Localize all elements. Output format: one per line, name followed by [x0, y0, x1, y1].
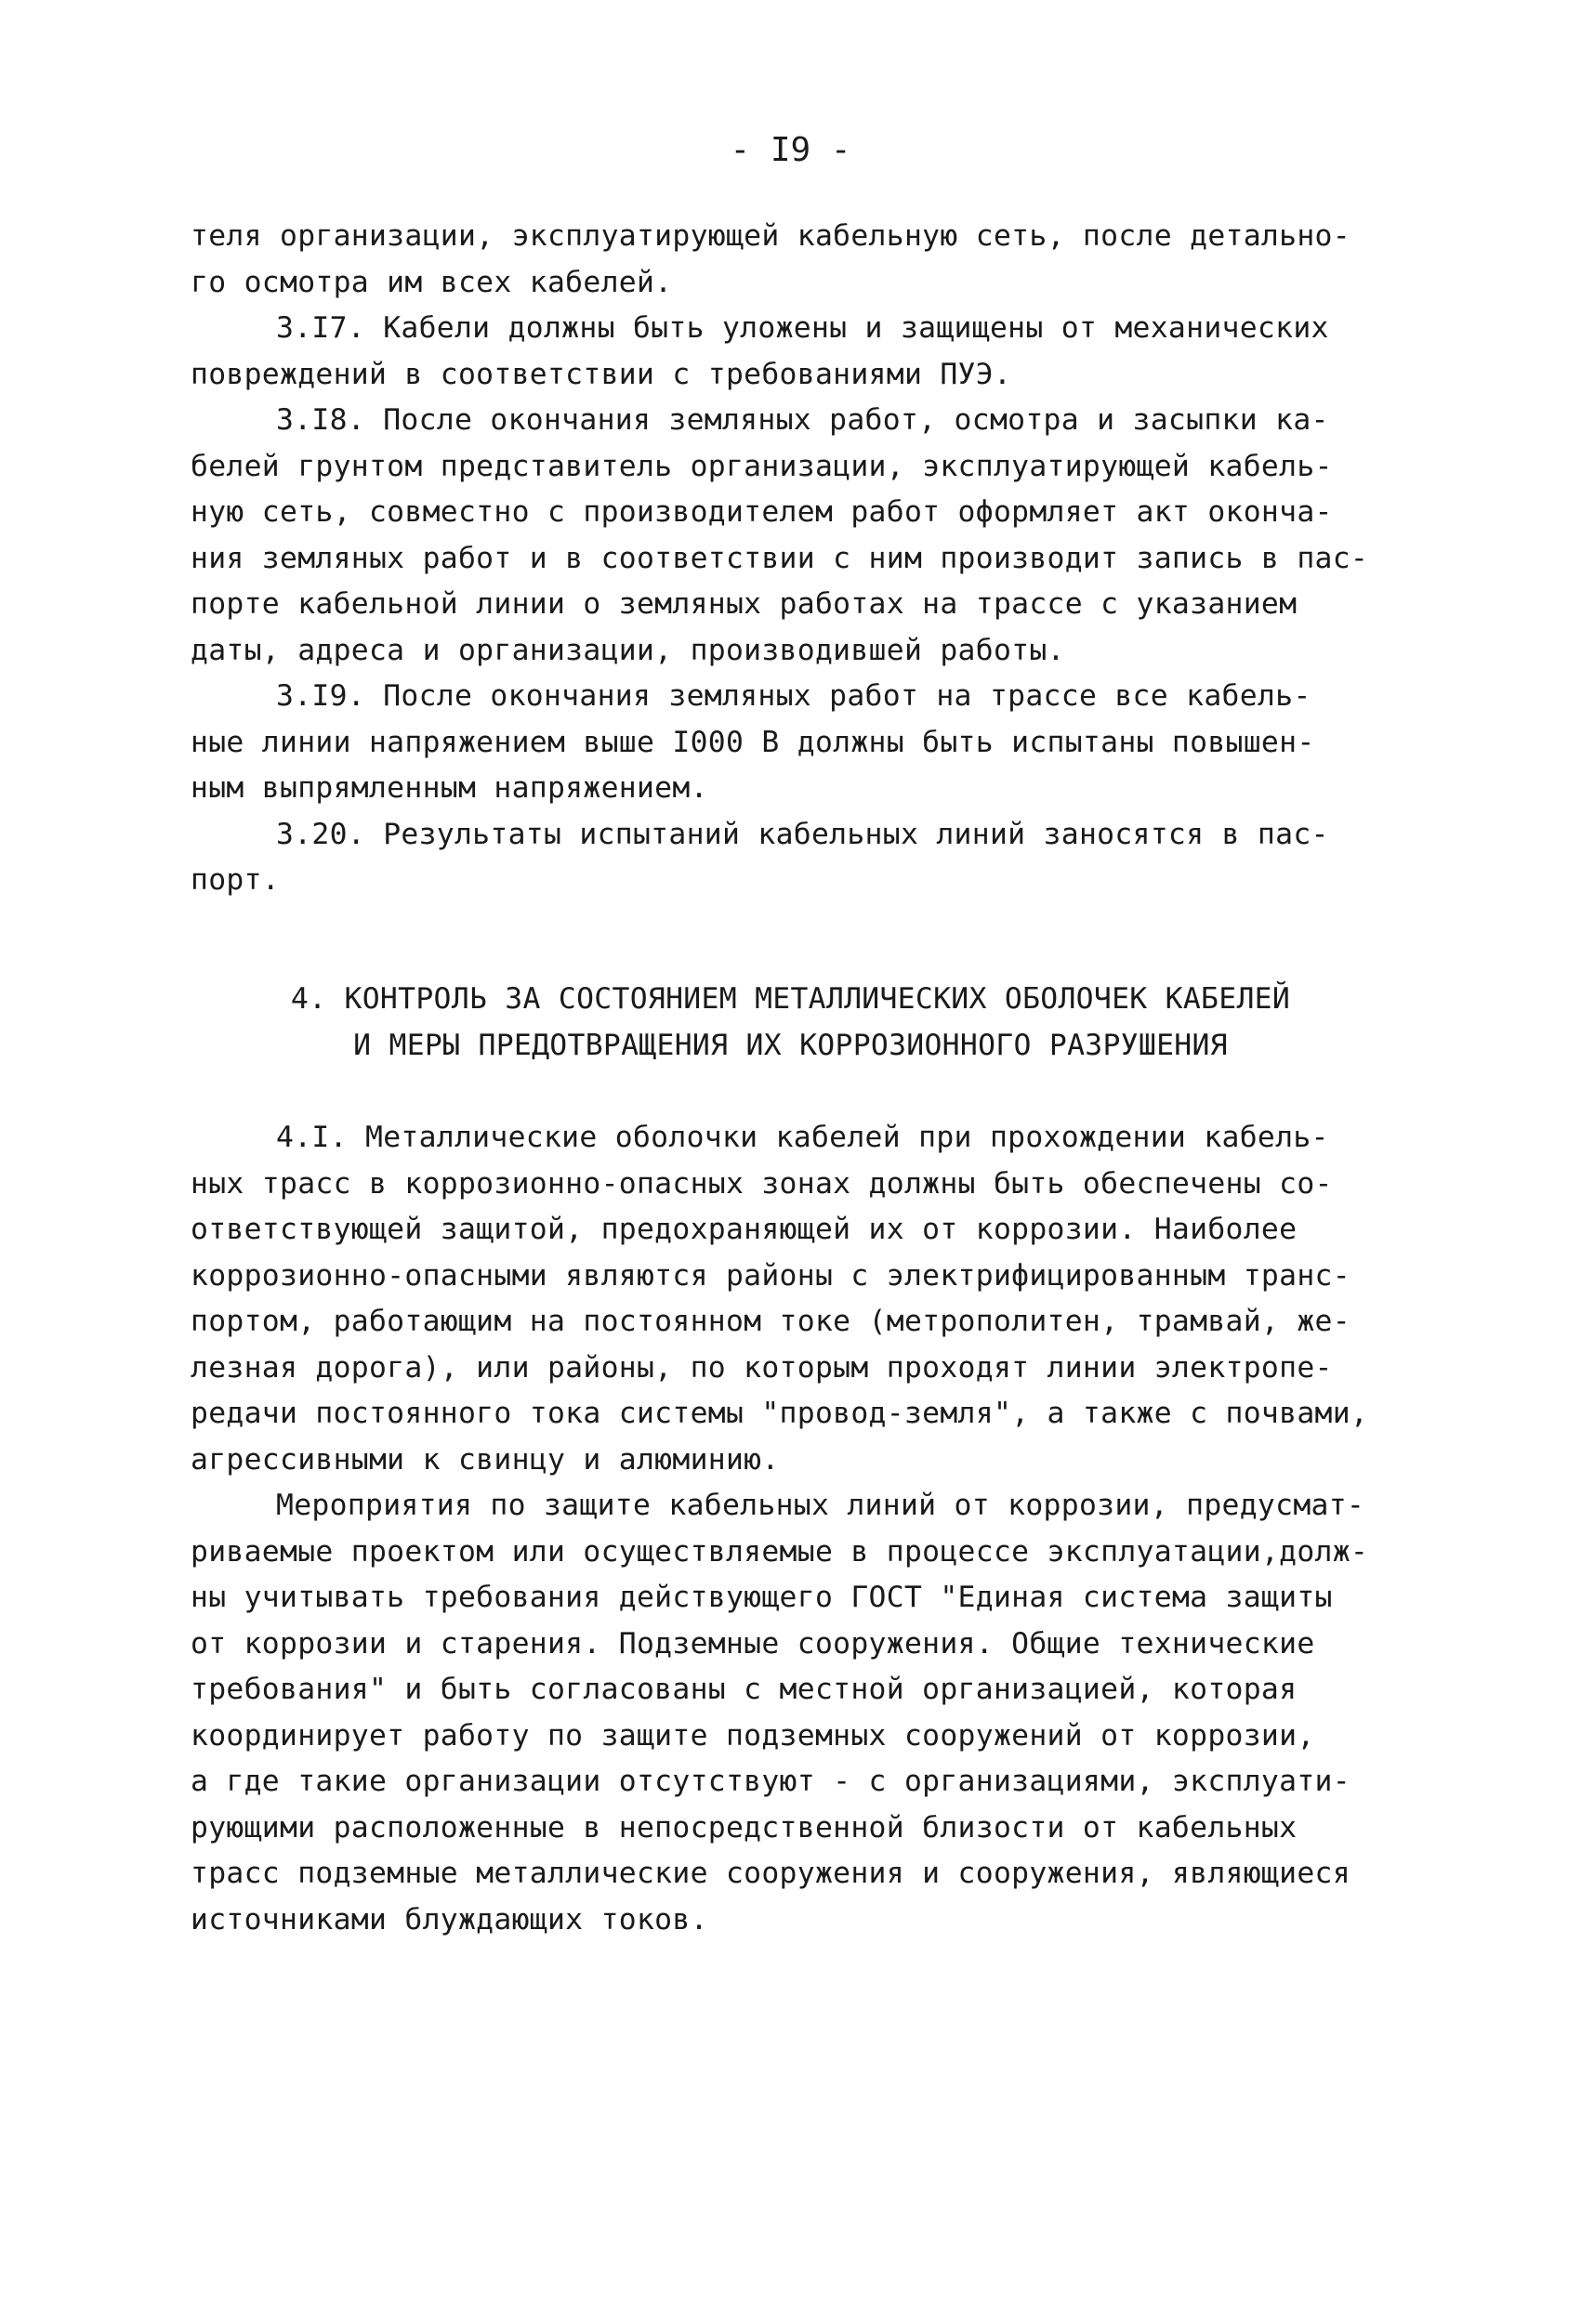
paragraph-line: ную сеть, совместно с производителем работ оформляет акт оконча- — [191, 495, 1333, 529]
clause-3-18-line: 3.I8. После окончания земляных работ, осмотра и засыпки ка- — [276, 403, 1329, 437]
paragraph-line: риваемые проектом или осуществляемые в процессе эксплуатации,долж- — [191, 1534, 1369, 1569]
page-number: - I9 - — [730, 131, 851, 169]
paragraph-line: коррозионно-опасными являются районы с электрифицированным транс- — [191, 1258, 1350, 1293]
paragraph-line: ным выпрямленным напряжением. — [191, 771, 708, 805]
section-heading-line-1: 4. КОНТРОЛЬ ЗА СОСТОЯНИЕМ МЕТАЛЛИЧЕСКИХ ОБОЛОЧЕК КАБЕЛЕЙ — [290, 982, 1291, 1016]
paragraph-line: ния земляных работ и в соответствии с ним производит запись в пас- — [191, 541, 1369, 575]
paragraph-line: ны учитывать требования действующего ГОСТ "Единая система защиты — [191, 1581, 1333, 1614]
section-4-heading — [0, 976, 1581, 1069]
paragraph-line: повреждений в соответствии с требованиями ПУЭ. — [191, 357, 1012, 391]
paragraph-line: белей грунтом представитель организации, эксплуатирующей кабель- — [191, 449, 1333, 483]
paragraph-line: источниками блуждающих токов. — [191, 1902, 708, 1937]
paragraph-line: лезная дорога), или районы, по которым проходят линии электропе- — [191, 1350, 1333, 1385]
paragraph-line: порте кабельной линии о земляных работах на трассе с указанием — [191, 587, 1298, 621]
paragraph-line: трасс подземные металлические сооружения и сооружения, являющиеся — [191, 1857, 1350, 1890]
clause-3-17-line: 3.I7. Кабели должны быть уложены и защищены от механических — [276, 311, 1329, 345]
section-4-text — [191, 1115, 1417, 1943]
paragraph-line: портом, работающим на постоянном токе (метрополитен, трамвай, же- — [191, 1305, 1350, 1338]
paragraph-line: рующими расположенные в непосредственной близости от кабельных — [191, 1810, 1298, 1845]
clause-4-1-line: 4.I. Металлические оболочки кабелей при прохождении кабель- — [276, 1121, 1329, 1154]
paragraph-line: ных трасс в коррозионно-опасных зонах должны быть обеспечены со- — [191, 1166, 1333, 1201]
paragraph-line: а где такие организации отсутствуют - с организациями, эксплуати- — [191, 1765, 1350, 1798]
section-heading-line-2: И МЕРЫ ПРЕДОТВРАЩЕНИЯ ИХ КОРРОЗИОННОГО РАЗРУШЕНИЯ — [353, 1029, 1228, 1062]
paragraph-line: редачи постоянного тока системы "провод-земля", а также с почвами, — [191, 1397, 1369, 1430]
paragraph-line: порт. — [191, 863, 280, 897]
clause-3-20-line: 3.20. Результаты испытаний кабельных линий заносятся в пас- — [276, 817, 1329, 851]
paragraph-line: агрессивными к свинцу и алюминию. — [191, 1442, 780, 1477]
paragraph-line: го осмотра им всех кабелей. — [191, 265, 673, 299]
clause-3-19-line: 3.I9. После окончания земляных работ на трассе все кабель- — [276, 679, 1311, 713]
paragraph-line: требования" и быть согласованы с местной организацией, которая — [191, 1673, 1298, 1706]
paragraph-line: ответствующей защитой, предохраняющей их от коррозии. Наиболее — [191, 1213, 1298, 1246]
section-3-text — [191, 214, 1417, 904]
paragraph-start-line: Мероприятия по защите кабельных линий от коррозии, предусмат- — [276, 1489, 1365, 1522]
paragraph-line: даты, адреса и организации, производившей работы. — [191, 633, 1065, 667]
paragraph-line: ные линии напряжением выше I000 В должны быть испытаны повышен- — [191, 725, 1315, 759]
paragraph-line: координирует работу по защите подземных сооружений от коррозии, — [191, 1718, 1315, 1753]
paragraph-line: от коррозии и старения. Подземные сооружения. Общие технические — [191, 1626, 1315, 1661]
paragraph-line: теля организации, эксплуатирующей кабельную сеть, после детально- — [191, 219, 1350, 253]
